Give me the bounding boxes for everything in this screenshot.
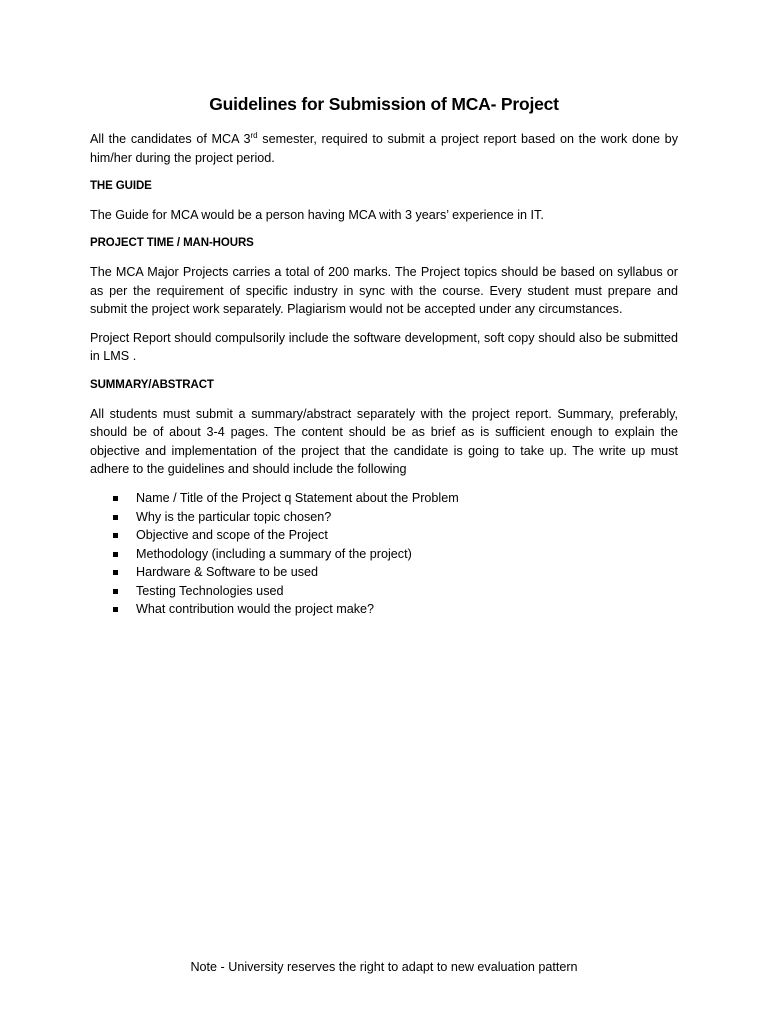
summary-heading: SUMMARY/ABSTRACT [90,378,214,391]
list-item [113,526,678,545]
ordinal-superscript: rd [250,131,258,140]
list-item-text: Why is the particular topic chosen? [136,509,332,524]
list-item-text: Methodology (including a summary of the project) [136,546,412,561]
square-bullet-icon [113,570,118,575]
guide-paragraph: The Guide for MCA would be a person having MCA with 3 years’ experience in IT. [90,207,544,222]
intro-text-end: semester, required to submit a project report based on the work done by him/her during the project period. [90,132,678,165]
guide-heading: THE GUIDE [90,180,152,193]
square-bullet-icon [113,515,118,520]
square-bullet-icon [113,552,118,557]
list-item [113,508,678,527]
intro-paragraph [90,130,678,167]
list-item [113,582,678,601]
list-item [113,545,678,564]
list-item-text: Hardware & Software to be used [136,565,319,580]
list-item [113,600,678,619]
list-item [113,489,678,508]
document-body [90,130,678,619]
list-item-text: Name / Title of the Project q Statement about the Problem [136,490,459,505]
project-time-heading: PROJECT TIME / MAN-HOURS [90,237,254,250]
square-bullet-icon [113,607,118,612]
list-item-text: What contribution would the project make? [136,602,375,617]
list-item-text: Objective and scope of the Project [136,528,328,543]
project-report-paragraph: Project Report should compulsorily include the software development, soft copy should also be submitted in LMS . [90,330,678,364]
document-title: Guidelines for Submission of MCA- Project [209,94,559,114]
requirements-list [90,489,678,619]
footer-note: Note - University reserves the right to adapt to new evaluation pattern [190,960,578,974]
square-bullet-icon [113,589,118,594]
list-item [113,563,678,582]
list-item-text: Testing Technologies used [136,583,284,598]
square-bullet-icon [113,533,118,538]
project-time-paragraph: The MCA Major Projects carries a total of 200 marks. The Project topics should be based on syllabus or as per the requirement of specific industry in sync with the course. Every student must prepare and submit the project work separately. Plagiarism would not be accepted under any circumstances. [90,264,678,317]
summary-paragraph: All students must submit a summary/abstract separately with the project report. Summary, preferably, should be of about 3-4 pages. The content should be as brief as is sufficient enough to explain the objective and implementation of the project that the candidate is going to take up. The write up must adhere to the guidelines and should include the following [90,406,678,477]
square-bullet-icon [113,496,118,501]
intro-text-start: All the candidates of MCA 3 [90,132,251,146]
